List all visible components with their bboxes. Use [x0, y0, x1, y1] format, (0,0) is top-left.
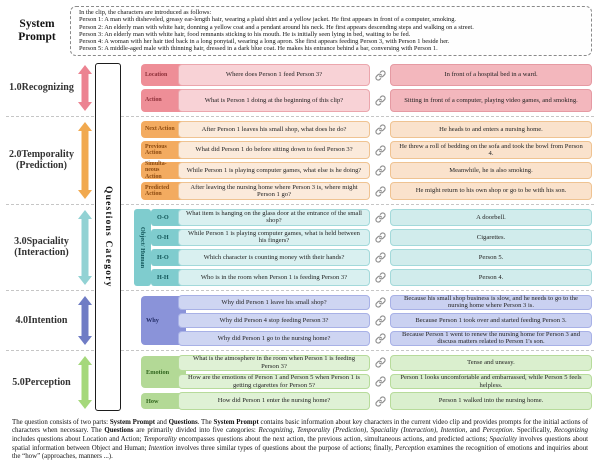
- link-icon: [370, 64, 390, 87]
- qa-row: [149, 269, 594, 286]
- category-tag: O-H: [151, 229, 184, 246]
- answer-box: Cigarettes.: [390, 229, 592, 246]
- answer-box: Person 4.: [390, 269, 592, 286]
- qa-group: [134, 355, 594, 390]
- category-tag: Previous Action: [141, 141, 186, 159]
- question-box: How did Person 1 enter the nursing home?: [178, 392, 370, 409]
- questions-category-box: [95, 63, 121, 411]
- qa-rows: [134, 351, 594, 414]
- answer-box: Person 1 walked into the nursing home.: [390, 392, 592, 409]
- link-icon: [370, 249, 390, 266]
- question-box: Which character is counting money with their hands?: [178, 249, 370, 266]
- questions-category-label: Questions Category: [103, 186, 113, 288]
- qa-rows: [134, 291, 594, 350]
- object-human-label: Object/ Human: [139, 226, 146, 268]
- system-prompt-label-line1: System: [19, 17, 55, 30]
- link-icon: [370, 355, 390, 371]
- system-prompt-line: In the clip, the characters are introduced as follows:: [79, 9, 212, 16]
- qa-row: [178, 392, 594, 409]
- link-icon: [370, 374, 390, 390]
- qa-row: [134, 182, 594, 200]
- qa-row: [134, 162, 594, 180]
- system-prompt-line: Person 5: A middle-aged male with thinning hair, dressed in a dark blue coat. He makes his entrance behind a bar, conversing with Person 1.: [79, 45, 438, 53]
- object-human-tag: [134, 209, 151, 286]
- question-box: While Person 1 is playing computer games, what is held between his fingers?: [178, 229, 370, 246]
- question-box: After leaving the nursing home where Person 3 is, where might Person 1 go?: [178, 182, 370, 200]
- link-icon: [370, 182, 390, 200]
- qa-row: [134, 141, 594, 159]
- qa-rows: [134, 117, 594, 204]
- question-box: What item is hanging on the glass door at the entrance of the small shop?: [178, 209, 370, 226]
- double-arrow-icon: [77, 356, 92, 409]
- category-tag: Simulta- neous Action: [141, 162, 186, 180]
- category-tag: H-H: [151, 269, 184, 286]
- question-box: What did Person 1 do before sitting down to feed Person 3?: [178, 141, 370, 159]
- section-label-line: 5.0Perception: [12, 376, 71, 388]
- section-label-line: (Interaction): [14, 247, 69, 259]
- qa-row: [134, 121, 594, 139]
- category-tag: H-O: [151, 249, 184, 266]
- section-label-line: 4.0Intention: [15, 314, 68, 326]
- category-tag: Emotion: [141, 356, 186, 389]
- system-prompt-row: [8, 6, 592, 56]
- system-prompt-box: [70, 6, 592, 56]
- qa-rows: [134, 205, 594, 290]
- question-box: Why did Person 1 go to the nursing home?: [178, 331, 370, 346]
- qa-row: [178, 313, 594, 328]
- system-prompt-label-line2: Prompt: [18, 30, 56, 43]
- qa-group: [134, 295, 594, 346]
- double-arrow-icon: [77, 122, 92, 199]
- qa-row: [149, 249, 594, 266]
- question-box: What is the atmosphere in the room when Person 1 is feeding Person 3?: [178, 355, 370, 371]
- section-label-line: 1.0Recognizing: [9, 82, 74, 94]
- section-label: [6, 236, 77, 259]
- answer-box: He heads to and enters a nursing home.: [390, 121, 592, 139]
- qa-group: [134, 392, 594, 409]
- section-label-line: 2.0Temporality: [9, 148, 74, 160]
- link-icon: [370, 162, 390, 180]
- qa-row: [178, 295, 594, 310]
- answer-box: He threw a roll of bedding on the sofa and took the bowl from Person 4.: [390, 141, 592, 159]
- qa-row: [178, 374, 594, 390]
- section-label: [6, 377, 77, 389]
- qa-row: [178, 331, 594, 346]
- answer-box: Person 5.: [390, 249, 592, 266]
- question-box: Where does Person 1 feed Person 3?: [178, 64, 370, 87]
- category-tag: Next Action: [141, 121, 186, 139]
- link-icon: [370, 121, 390, 139]
- answer-box: In front of a hospital bed in a ward.: [390, 64, 592, 87]
- question-box: Why did Person 4 stop feeding Person 3?: [178, 313, 370, 328]
- double-arrow-icon: [77, 65, 92, 111]
- system-prompt-line: Person 4: A woman with her hair tied back in a long ponytail, wearing a long apron. She first appears feeding Person 3, with Person 1 beside her.: [79, 38, 450, 46]
- qa-row: [149, 209, 594, 226]
- section-side: [6, 291, 98, 350]
- qa-row: [134, 64, 594, 87]
- link-icon: [370, 331, 390, 346]
- qa-row: [149, 229, 594, 246]
- section-label: [6, 149, 77, 172]
- link-icon: [370, 229, 390, 246]
- answer-box: Because Person 1 went to renew the nursing home for Person 3 and discuss matters related to Person 1's son.: [390, 331, 592, 346]
- answer-box: Sitting in front of a computer, playing video games, and smoking.: [390, 89, 592, 112]
- section-side: [6, 117, 98, 204]
- category-tag: Predicted Action: [141, 182, 186, 200]
- category-tag: Action: [141, 89, 186, 112]
- link-icon: [370, 209, 390, 226]
- section-side: [6, 60, 98, 116]
- answer-box: Meanwhile, he is also smoking.: [390, 162, 592, 180]
- category-tag: O-O: [151, 209, 184, 226]
- link-icon: [370, 392, 390, 409]
- double-arrow-icon: [77, 296, 92, 345]
- answer-box: He might return to his own shop or go to be with his son.: [390, 182, 592, 200]
- section-side: [6, 205, 98, 290]
- section-label-line: (Prediction): [16, 160, 67, 172]
- section-label: [6, 82, 77, 94]
- answer-box: Person 1 looks uncomfortable and embarrassed, while Person 5 feels helpless.: [390, 374, 592, 390]
- link-icon: [370, 89, 390, 112]
- answer-box: Because his small shop business is slow, and he needs to go to the nursing home where Person 3 is.: [390, 295, 592, 310]
- link-icon: [370, 313, 390, 328]
- category-tag: How: [141, 393, 186, 408]
- system-prompt-line: Person 2: An elderly man with white hair, donning a yellow coat and a pendant around his neck. He first appears descending steps and walking on a street.: [79, 23, 474, 31]
- taxonomy-diagram: [6, 60, 594, 414]
- qa-row: [178, 355, 594, 371]
- system-prompt-line: Person 3: An elderly man with white hair, food remnants sticking to his mouth. He is initially seen lying in bed, waiting to be fed.: [79, 30, 411, 38]
- section-label-line: 3.0Spaciality: [14, 235, 69, 247]
- section-label: [6, 315, 77, 327]
- category-tag: Why: [141, 296, 186, 345]
- answer-box: Tense and uneasy.: [390, 355, 592, 371]
- link-icon: [370, 141, 390, 159]
- qa-row: [134, 89, 594, 112]
- qa-rows: [134, 60, 594, 116]
- question-box: Why did Person 1 leave his small shop?: [178, 295, 370, 310]
- answer-box: A doorbell.: [390, 209, 592, 226]
- link-icon: [370, 295, 390, 310]
- link-icon: [370, 269, 390, 286]
- system-prompt-line: Person 1: A man with disheveled, greasy ear-length hair, wearing a plaid shirt and a yellow jacket. He first appears in front of a computer, smoking.: [79, 16, 457, 24]
- answer-box: Because Person 1 took over and started feeding Person 3.: [390, 313, 592, 328]
- question-box: While Person 1 is playing computer games, what else is he doing?: [178, 162, 370, 180]
- question-box: After Person 1 leaves his small shop, what does he do?: [178, 121, 370, 139]
- question-box: How are the emotions of Person 1 and Person 5 when Person 1 is getting cigarettes for Person 5?: [178, 374, 370, 390]
- question-box: What is Person 1 doing at the beginning of this clip?: [178, 89, 370, 112]
- question-box: Who is in the room when Person 1 is feeding Person 3?: [178, 269, 370, 286]
- double-arrow-icon: [77, 210, 92, 285]
- system-prompt-label: [8, 6, 66, 56]
- figure-caption: The question consists of two parts: System Prompt and Questions. The System Prompt contains basic information about key characters in the current video clip and provides prompts for the initial actions of characters when necessary. The Questions are primarily divided into five categories: Recognizing, Temporality (Prediction), Spaciality (Interaction), Intention, and Perception. Specifically, Recognizing includes questions about Location and Action; Temporality encompasses questions about the next action, the previous action, simultaneous actions, and predicted actions; Spaciality involves questions about spatial information between Object and Human; Intention involves three similar types of questions about the purpose of actions; finally, Perception examines the recognition of emotions and inquiries about the “how” (approaches, manners ...).: [12, 418, 589, 460]
- section-side: [6, 351, 98, 414]
- category-tag: Location: [141, 64, 186, 87]
